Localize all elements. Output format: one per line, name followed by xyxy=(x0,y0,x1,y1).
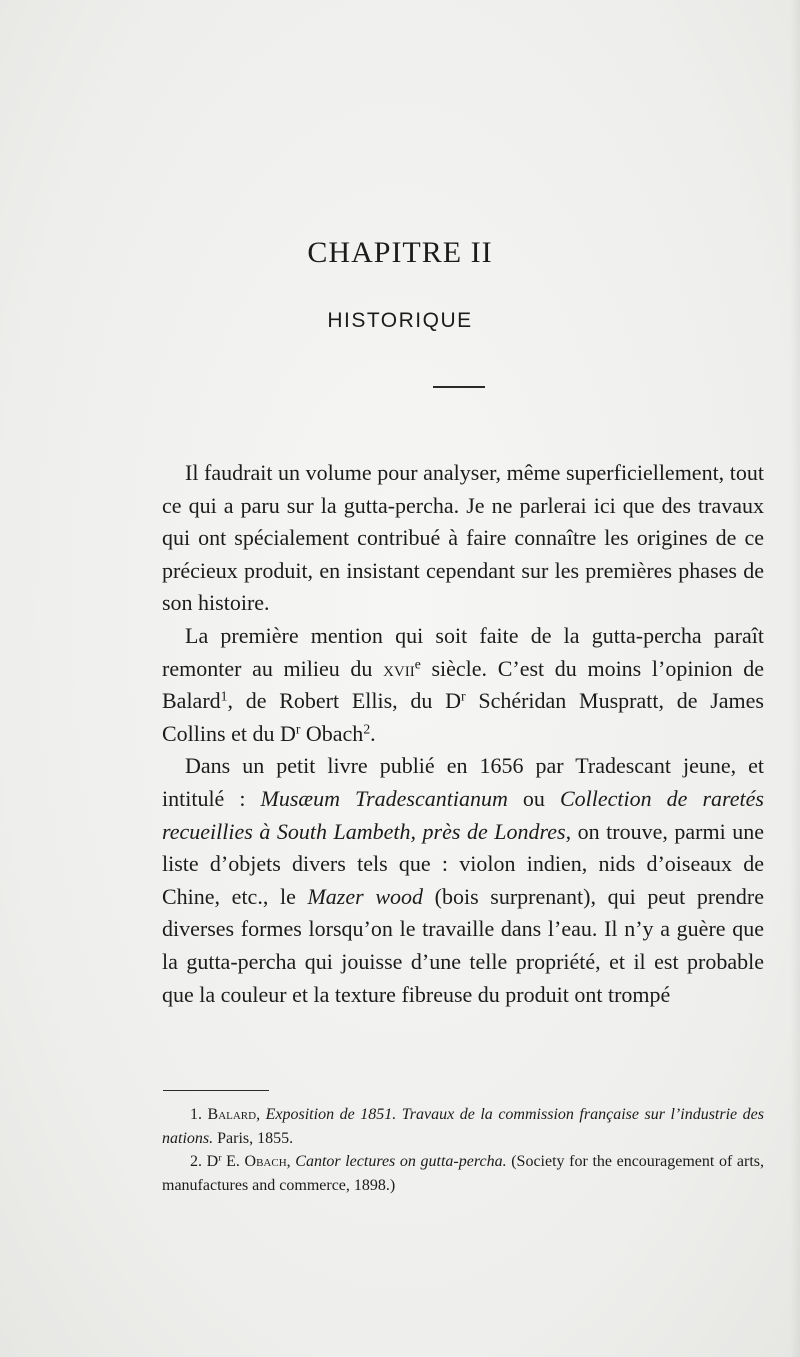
paragraph-1: Il faudrait un volume pour analyser, même superficiellement, tout ce qui a paru sur la gutta-percha. Je ne parlerai ici que des travaux qui ont spécialement contribué à faire connaître les origines de ce précieux produit, en insistant cependant sur les premières phases de son histoire. xyxy=(162,460,764,616)
book-title: Musæum Tradescantianum xyxy=(260,785,508,811)
footnote-rule xyxy=(163,1090,269,1091)
paragraph-2: La première mention qui soit faite de la gutta-percha paraît remonter au milieu du xvii$^e$ siècle. C’est du moins l’opinion de Balard$^1$, de Robert Ellis, du $D^r$ Schéridan Muspratt, de James Collins et du $D^r$ Obach$^2$. xyxy=(162,622,765,746)
title-rule xyxy=(433,386,485,388)
footnotes xyxy=(162,1103,764,1197)
century-numeral: xvii xyxy=(383,655,415,681)
footnote-1: 1. Balard, Exposition de 1851. Travaux de la commission française sur l’industrie des nations. Paris, 1855. xyxy=(162,1106,765,1147)
paragraph-3: Dans un petit livre publié en 1656 par Tradescant jeune, et intitulé : Musæum Tradescantianum ou Collection de raretés recueillies à South Lambeth, près de Londres, on trouve, parmi une liste d’objets divers tels que : violon indien, nids d’oiseaux de Chine, etc., le Mazer wood (bois surprenant), qui peut prendre diverses formes lorsqu’on le travaille dans l’eau. Il n’y a guère que la gutta-percha qui jouisse d’une telle propriété, et il est probable que la couleur et la texture fibreuse du produit ont trompé xyxy=(162,753,765,1007)
footnote-ref-1: 1 xyxy=(220,688,228,704)
page-edge-shadow xyxy=(790,0,800,1357)
section-title: HISTORIQUE xyxy=(327,309,473,332)
footnote-ref-2: 2 xyxy=(363,721,371,737)
mazer-wood-term: Mazer wood xyxy=(307,883,423,909)
body-text xyxy=(162,457,764,1011)
book-subtitle: Collection de raretés recueillies à South Lambeth, près de Londres, xyxy=(162,785,764,844)
footnote-2: 2. $D^r$ E. Obach, Cantor lectures on gutta-percha. (Society for the encouragement of arts, manufactures and commerce, 1898.) xyxy=(162,1152,765,1194)
chapter-title: CHAPITRE II xyxy=(307,236,493,269)
